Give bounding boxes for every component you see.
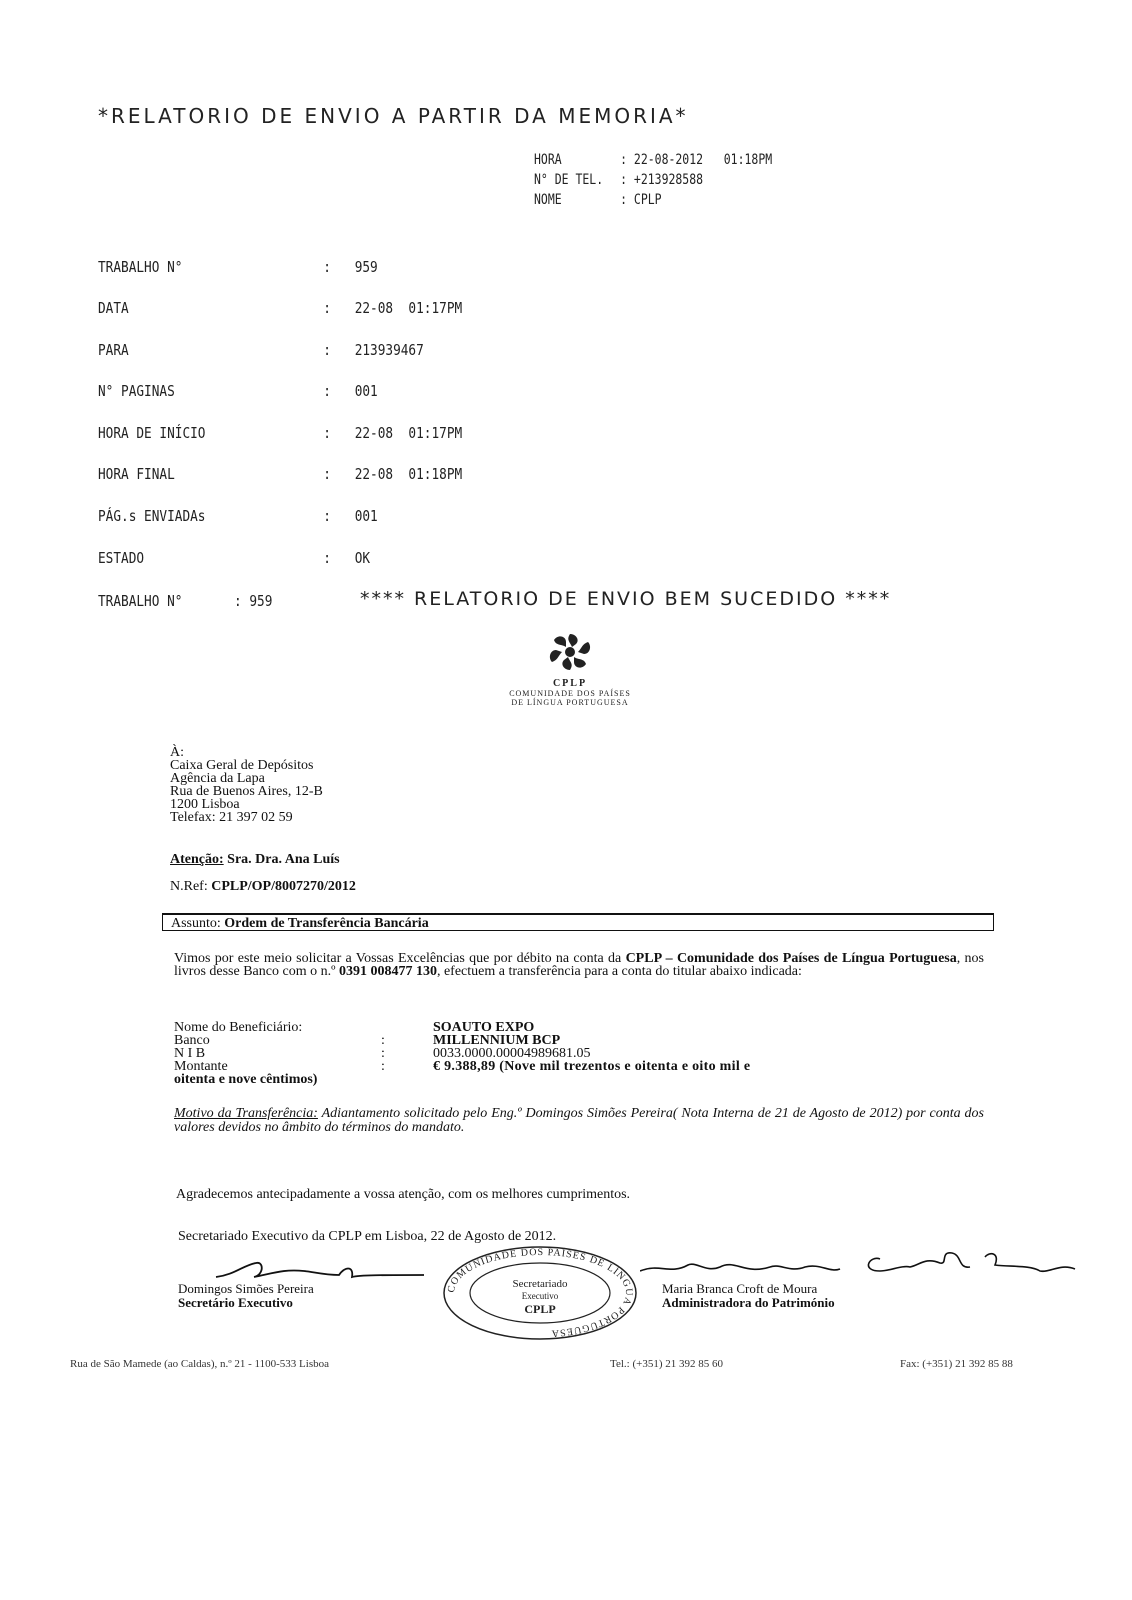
logo-line-2: DE LÍNGUA PORTUGUESA xyxy=(511,698,629,707)
footer-fax: Fax: (+351) 21 392 85 88 xyxy=(900,1358,1013,1370)
beneficiary-colon: : xyxy=(381,1046,385,1061)
fax-header-label: HORA xyxy=(534,152,562,168)
fax-header-block xyxy=(534,150,772,210)
fax-report-value: 959 xyxy=(354,258,378,276)
beneficiary-label: Banco xyxy=(174,1033,210,1048)
fax-header-label: NOME xyxy=(534,192,562,208)
subject-value: Ordem de Transferência Bancária xyxy=(224,916,429,931)
fax-report-label: HORA FINAL xyxy=(98,465,175,483)
fax-report-row: PÁG.s ENVIADAs : 001 xyxy=(98,507,378,525)
beneficiary-amount: € 9.388,89 (Nove mil trezentos e oitenta e oito mil e xyxy=(433,1059,751,1074)
fax-report-value: 001 xyxy=(354,507,378,525)
stamp-outer-text: COMUNIDADE DOS PAÍSES DE LÍNGUA PORTUGUESA xyxy=(445,1246,635,1339)
fax-header-label: N° DE TEL. xyxy=(534,172,604,188)
logo-line-1: COMUNIDADE DOS PAÍSES xyxy=(509,689,631,698)
fax-report-label: HORA DE INÍCIO xyxy=(98,424,206,442)
fax-header-value: : CPLP xyxy=(620,192,662,208)
fax-report-label: ESTADO xyxy=(98,549,145,567)
recipient-to: À: xyxy=(170,745,184,760)
body-account-number: 0391 008477 130 xyxy=(338,964,437,979)
fax-header-value: : +213928588 xyxy=(620,172,704,188)
subject-label: Assunto: xyxy=(171,916,221,931)
fax-report-title: *RELATORIO DE ENVIO A PARTIR DA MEMORIA* xyxy=(98,104,689,128)
fax-header-value: : 22-08-2012 01:18PM xyxy=(620,152,773,168)
beneficiary-amount-continued: oitenta e nove cêntimos) xyxy=(174,1072,318,1087)
reference-line xyxy=(170,879,356,895)
signature-right-icon xyxy=(640,1245,1080,1285)
fax-report-row: HORA FINAL : 22-08 01:18PM xyxy=(98,465,463,483)
subject-box xyxy=(162,913,994,931)
fax-report-label: N° PAGINAS xyxy=(98,382,175,400)
attention-line xyxy=(170,852,340,868)
fax-report-row: ESTADO : OK xyxy=(98,549,371,567)
fax-report-job-number xyxy=(98,592,272,610)
fax-report-value: : 959 xyxy=(234,592,273,610)
recipient-address xyxy=(170,746,323,824)
fax-report-row: DATA : 22-08 01:17PM xyxy=(98,299,463,317)
footer-address: Rua de São Mamede (ao Caldas), n.º 21 - 1100-533 Lisboa xyxy=(70,1358,329,1370)
fax-report-value: 213939467 xyxy=(354,341,424,359)
body-text-bold: CPLP – Comunidade dos Países de Língua Portuguesa xyxy=(625,951,957,966)
stamp-icon xyxy=(440,1243,640,1343)
fax-report-value: 22-08 01:17PM xyxy=(354,299,463,317)
fax-report-label: PARA xyxy=(98,341,129,359)
beneficiary-value: MILLENNIUM BCP xyxy=(433,1033,561,1048)
fax-report-label: TRABALHO N° xyxy=(98,258,183,276)
recipient-line: 1200 Lisboa xyxy=(170,797,240,812)
signer-left xyxy=(178,1282,314,1310)
body-text: , efectuem a transferência para a conta do titular abaixo indicada: xyxy=(436,964,802,979)
fax-report-value: 001 xyxy=(354,382,378,400)
closing-thanks: Agradecemos antecipadamente a vossa atenção, com os melhores cumprimentos. xyxy=(176,1187,631,1202)
fax-report-value: OK xyxy=(354,549,371,567)
stamp-inner-line-2: Executivo xyxy=(521,1291,559,1301)
official-stamp xyxy=(440,1243,640,1343)
fax-report-row: N° PAGINAS : 001 xyxy=(98,382,378,400)
signer-left-name: Domingos Simões Pereira xyxy=(178,1281,314,1296)
cplp-logo-icon xyxy=(540,632,600,672)
stamp-inner-line-3: CPLP xyxy=(524,1302,556,1316)
signer-right-name: Maria Branca Croft de Moura xyxy=(662,1281,818,1296)
body-text: Vimos por este meio solicitar a Vossas Excelências que por débito na conta da xyxy=(174,951,626,966)
recipient-line: Rua de Buenos Aires, 12-B xyxy=(170,784,323,799)
fax-header-row xyxy=(534,170,772,190)
signer-left-title: Secretário Executivo xyxy=(178,1295,293,1310)
fax-report-value: 22-08 01:18PM xyxy=(354,465,463,483)
fax-report-value: 22-08 01:17PM xyxy=(354,424,463,442)
body-paragraph xyxy=(174,952,984,978)
signer-right xyxy=(662,1282,835,1310)
fax-header-row xyxy=(534,150,772,170)
transfer-reason xyxy=(174,1107,984,1135)
beneficiary-colon xyxy=(381,1021,433,1034)
fax-header-row xyxy=(534,190,772,210)
place-and-date: Secretariado Executivo da CPLP em Lisboa, 22 de Agosto de 2012. xyxy=(178,1229,557,1244)
attention-value: Sra. Dra. Ana Luís xyxy=(227,852,340,867)
beneficiary-label: Montante xyxy=(174,1059,228,1074)
fax-success-message: **** RELATORIO DE ENVIO BEM SUCEDIDO **** xyxy=(360,588,892,610)
beneficiary-value: SOAUTO EXPO xyxy=(433,1020,535,1035)
fax-report-row: HORA DE INÍCIO : 22-08 01:17PM xyxy=(98,424,463,442)
body-text: , nos livros desse Banco com o n.º xyxy=(174,951,984,979)
reference-value: CPLP/OP/8007270/2012 xyxy=(211,879,356,894)
transfer-reason-text: Adiantamento solicitado pelo Eng.º Domingos Simões Pereira( Nota Interna de 21 de Agosto de 2012) por conta dos valores devidos no âmbito do términos do mandato. xyxy=(174,1106,984,1135)
cplp-logo xyxy=(470,632,670,707)
reference-label: N.Ref: xyxy=(170,879,208,894)
recipient-line: Agência da Lapa xyxy=(170,771,265,786)
fax-report-label: TRABALHO N° xyxy=(98,592,183,610)
fax-report-row: TRABALHO N° : 959 xyxy=(98,258,378,276)
fax-report-label: PÁG.s ENVIADAs xyxy=(98,507,206,525)
recipient-line: Caixa Geral de Depósitos xyxy=(170,758,314,773)
transfer-reason-label: Motivo da Transferência: xyxy=(174,1106,318,1121)
beneficiary-value: 0033.0000.00004989681.05 xyxy=(433,1046,591,1061)
recipient-line: Telefax: 21 397 02 59 xyxy=(170,810,293,825)
footer-telephone: Tel.: (+351) 21 392 85 60 xyxy=(610,1358,723,1370)
stamp-inner-line-1: Secretariado xyxy=(512,1278,568,1290)
fax-report-row: PARA : 213939467 xyxy=(98,341,424,359)
beneficiary-colon: : xyxy=(381,1059,385,1074)
attention-label: Atenção: xyxy=(170,852,224,867)
beneficiary-colon: : xyxy=(381,1033,385,1048)
logo-abbreviation: CPLP xyxy=(552,678,588,689)
signer-right-title: Administradora do Património xyxy=(662,1295,835,1310)
beneficiary-label: Nome do Beneficiário: xyxy=(174,1020,303,1035)
beneficiary-label: N I B xyxy=(174,1046,206,1061)
fax-report-label: DATA xyxy=(98,299,129,317)
beneficiary-details xyxy=(174,1021,750,1086)
